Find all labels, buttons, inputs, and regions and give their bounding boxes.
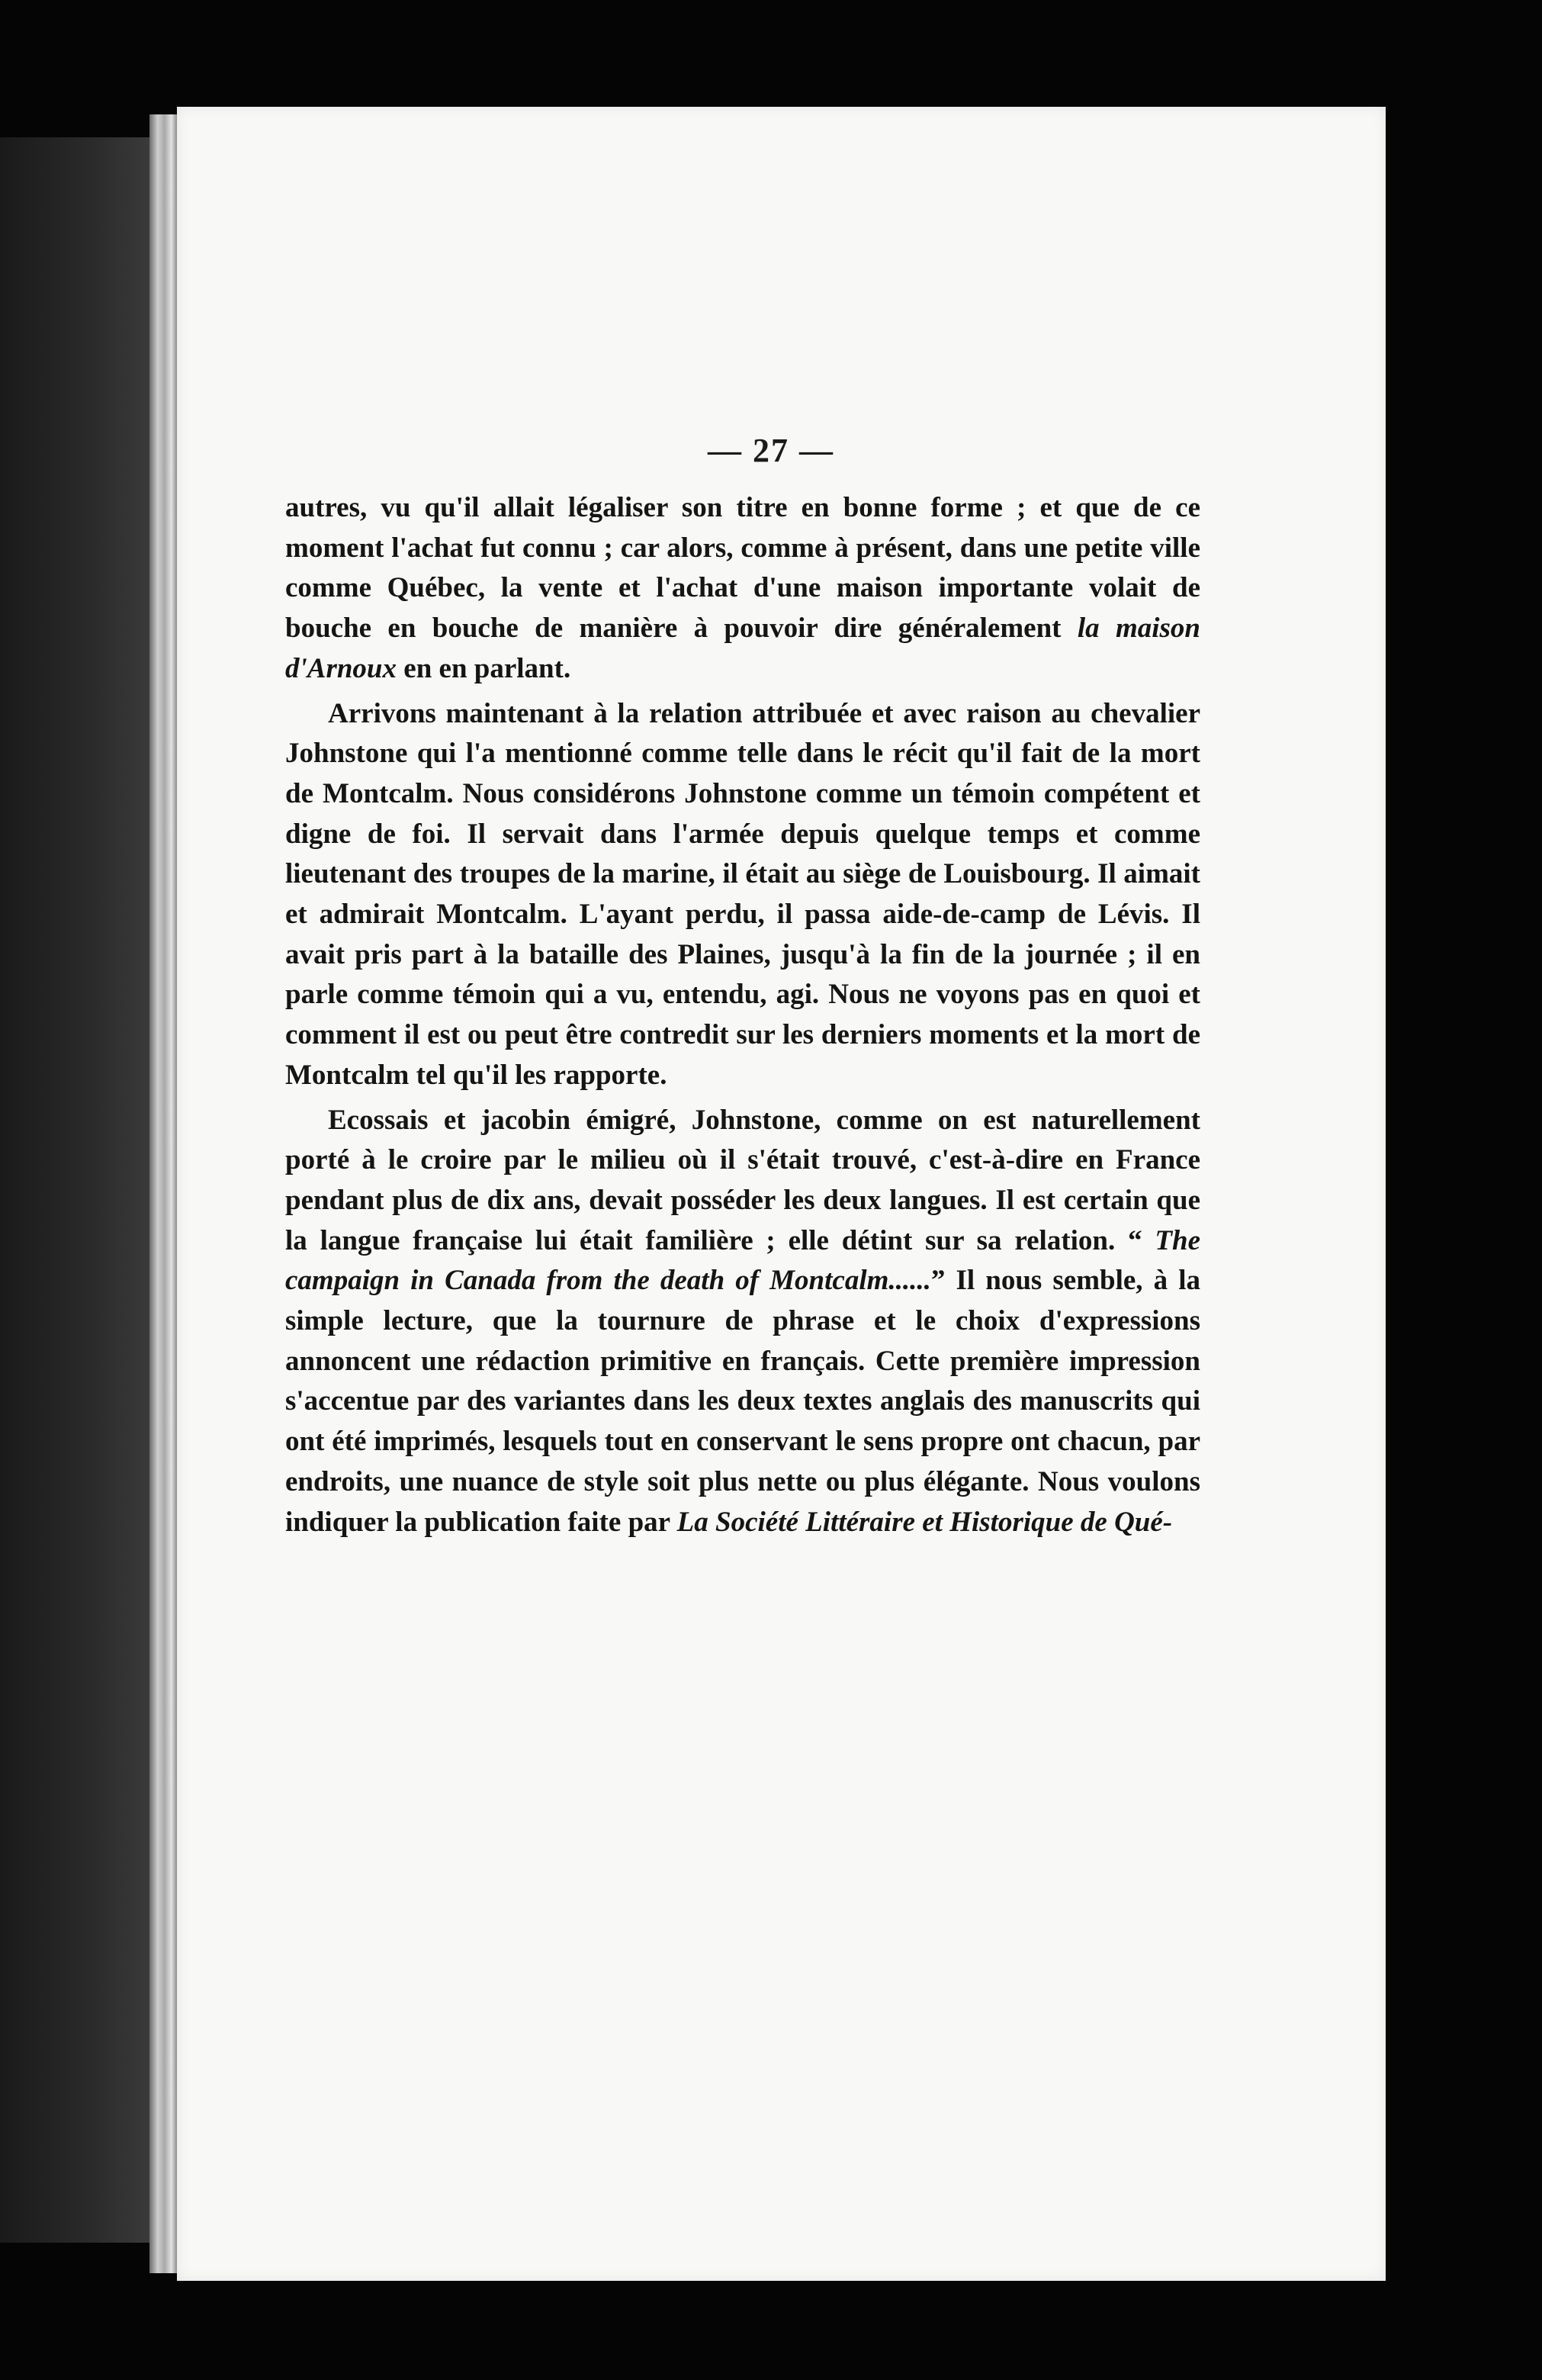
text-segment: en en parlant.	[397, 652, 571, 684]
page-text	[285, 488, 1200, 1542]
text-segment: Arrivons maintenant à la relation attribuée et avec raison au chevalier Johnstone qui l'a mentionné comme telle dans le récit qu'il fait de la mort de Montcalm. Nous considérons Johnstone comme un témoin compétent et digne de foi. Il servait dans l'armée depuis quelque temps et comme lieutenant des troupes de la marine, il était au siège de Louisbourg. Il aimait et admirait Montcalm. L'ayant perdu, il passa aide-de-camp de Lévis. Il avait pris part à la bataille des Plaines, jusqu'à la fin de la journée ; il en parle comme témoin qui a vu, entendu, agi. Nous ne voyons pas en quoi et comment il est ou peut être contredit sur les derniers moments et la mort de Montcalm tel qu'il les rapporte.	[285, 697, 1200, 1091]
page-number: — 27 —	[708, 432, 834, 469]
italic-text: la maison d'Arnoux	[285, 613, 1200, 684]
paragraph	[285, 694, 1200, 1096]
italic-text: The campaign in Canada from the death of Montcalm......	[285, 1224, 1200, 1297]
text-segment: autres, vu qu'il allait légaliser son titre en bonne forme ; et que de ce moment l'achat fut connu ; car alors, comme à présent, dans une petite ville comme Québec, la vente et l'achat d'une maison importante volait de bouche en bouche de manière à pouvoir dire généralement	[285, 492, 1200, 645]
text-segment: ” Il nous semble, à la simple lecture, que la tournure de phrase et le choix d'expressions annoncent une rédaction primitive en français. Cette première impression s'accentue par des variantes dans les deux textes anglais des manuscrits qui ont été imprimés, lesquels tout en conservant le sens propre ont chacun, par endroits, une nuance de style soit plus nette ou plus élégante. Nous voulons indiquer la publication faite par	[285, 1265, 1200, 1538]
paragraph	[285, 1101, 1200, 1543]
text-segment: Ecossais et jacobin émigré, Johnstone, comme on est naturellement porté à le croire par le milieu où il s'était trouvé, c'est-à-dire en France pendant plus de dix ans, devait posséder les deux langues. Il est certain que la langue française lui était familière ; elle détint sur sa relation. “	[285, 1104, 1200, 1256]
paragraph	[285, 488, 1200, 690]
italic-text: La Société Littéraire et Historique de Qué-	[676, 1506, 1173, 1538]
